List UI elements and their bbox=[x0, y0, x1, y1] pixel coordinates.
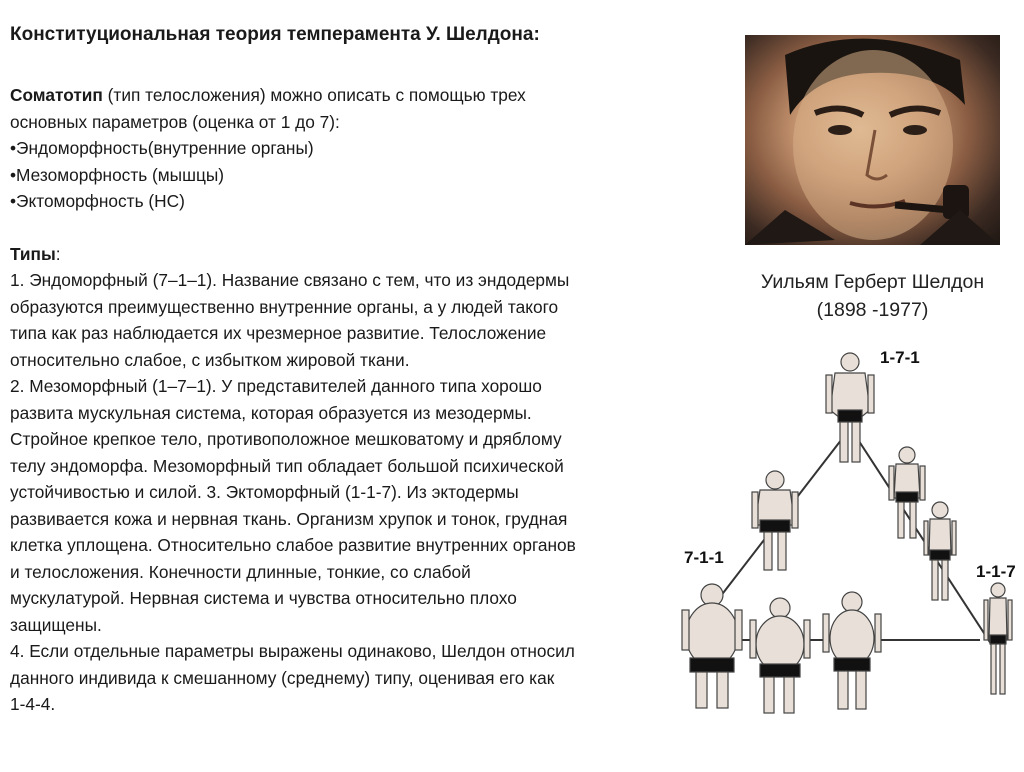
types-line: 4. Если отдельные параметры выражены одинаково, Шелдон относил bbox=[10, 641, 575, 661]
types-line: 1-4-4. bbox=[10, 694, 56, 714]
types-line: относительно слабое, с избытком жировой ткани. bbox=[10, 349, 410, 370]
triangle-figures bbox=[680, 340, 1024, 767]
types-line: развивается кожа и нервная ткань. Организм хрупок и тонок, грудная bbox=[10, 508, 568, 529]
types-line: образуются преимущественно внутренние органы, а у людей такого bbox=[10, 296, 559, 317]
spacer bbox=[10, 215, 700, 241]
somatotype-term: Соматотип bbox=[10, 85, 103, 105]
somatotype-paragraph bbox=[10, 82, 700, 109]
types-line: защищены. bbox=[10, 614, 102, 635]
portrait-name: Уильям Герберт Шелдон bbox=[760, 271, 985, 293]
types-line: мускулатурой. Нервная система и чувства относительно плохо bbox=[10, 588, 517, 608]
somatotype-triangle-diagram bbox=[680, 340, 1024, 767]
types-heading-colon: : bbox=[55, 243, 61, 264]
bullet-endomorphy: •Эндоморфность(внутренние органы) bbox=[10, 138, 314, 158]
bullet-ectomorphy: •Эктоморфность (НС) bbox=[10, 191, 185, 211]
figure-right-mid bbox=[889, 447, 925, 538]
portrait-photo bbox=[745, 35, 1000, 245]
types-line: клетка уплощена. Относительно слабое развитие внутренних органов bbox=[10, 535, 576, 555]
figure-bottom-left bbox=[750, 598, 810, 713]
types-line: данного индивида к смешанному (среднему) типу, оценивая его как bbox=[10, 667, 555, 688]
label-mesomorph: 1-7-1 bbox=[880, 348, 920, 367]
portrait-illustration bbox=[745, 35, 1000, 245]
types-line: 1. Эндоморфный (7–1–1). Название связано с тем, что из эндодермы bbox=[10, 270, 570, 290]
portrait-years: (1898 -1977) bbox=[816, 299, 929, 321]
figure-bottom-center bbox=[823, 592, 881, 709]
types-line: типа как раз наблюдается их чрезмерное развитие. Телосложение bbox=[10, 323, 547, 343]
label-ectomorph: 1-1-7 bbox=[976, 562, 1016, 581]
figure-ectomorph bbox=[984, 583, 1012, 694]
figure-mesomorph-top bbox=[826, 353, 874, 462]
somatotype-desc-line2: основных параметров (оценка от 1 до 7): bbox=[10, 111, 340, 132]
types-line: 2. Мезоморфный (1–7–1). У представителей данного типа хорошо bbox=[10, 376, 542, 396]
types-line: развита мускульная система, которая образуется из мезодермы. bbox=[10, 402, 532, 423]
types-line: и телосложения. Конечности длинные, тонкие, со слабой bbox=[10, 561, 471, 582]
figure-right-lower bbox=[924, 502, 956, 600]
portrait-caption bbox=[735, 268, 1010, 324]
types-heading-text: Типы bbox=[10, 243, 56, 264]
types-line: телу эндоморфа. Мезоморфный тип обладает большой психической bbox=[10, 455, 564, 476]
bullet-mesomorphy: •Мезоморфность (мышцы) bbox=[10, 164, 225, 185]
slide-title: Конституциональная теория темперамента У. Шелдона: bbox=[10, 24, 540, 45]
text-column bbox=[10, 22, 700, 718]
figure-endomorph bbox=[682, 584, 742, 708]
types-line: устойчивостью и силой. 3. Эктоморфный (1-1-7). Из эктодермы bbox=[10, 482, 519, 502]
somatotype-desc-line1: (тип телосложения) можно описать с помощью трех bbox=[102, 85, 526, 105]
types-line: Стройное крепкое тело, противоположное мешковатому и дряблому bbox=[10, 429, 562, 449]
types-heading bbox=[10, 241, 700, 268]
label-endomorph: 7-1-1 bbox=[684, 548, 724, 567]
figure-left-mid bbox=[752, 471, 798, 570]
